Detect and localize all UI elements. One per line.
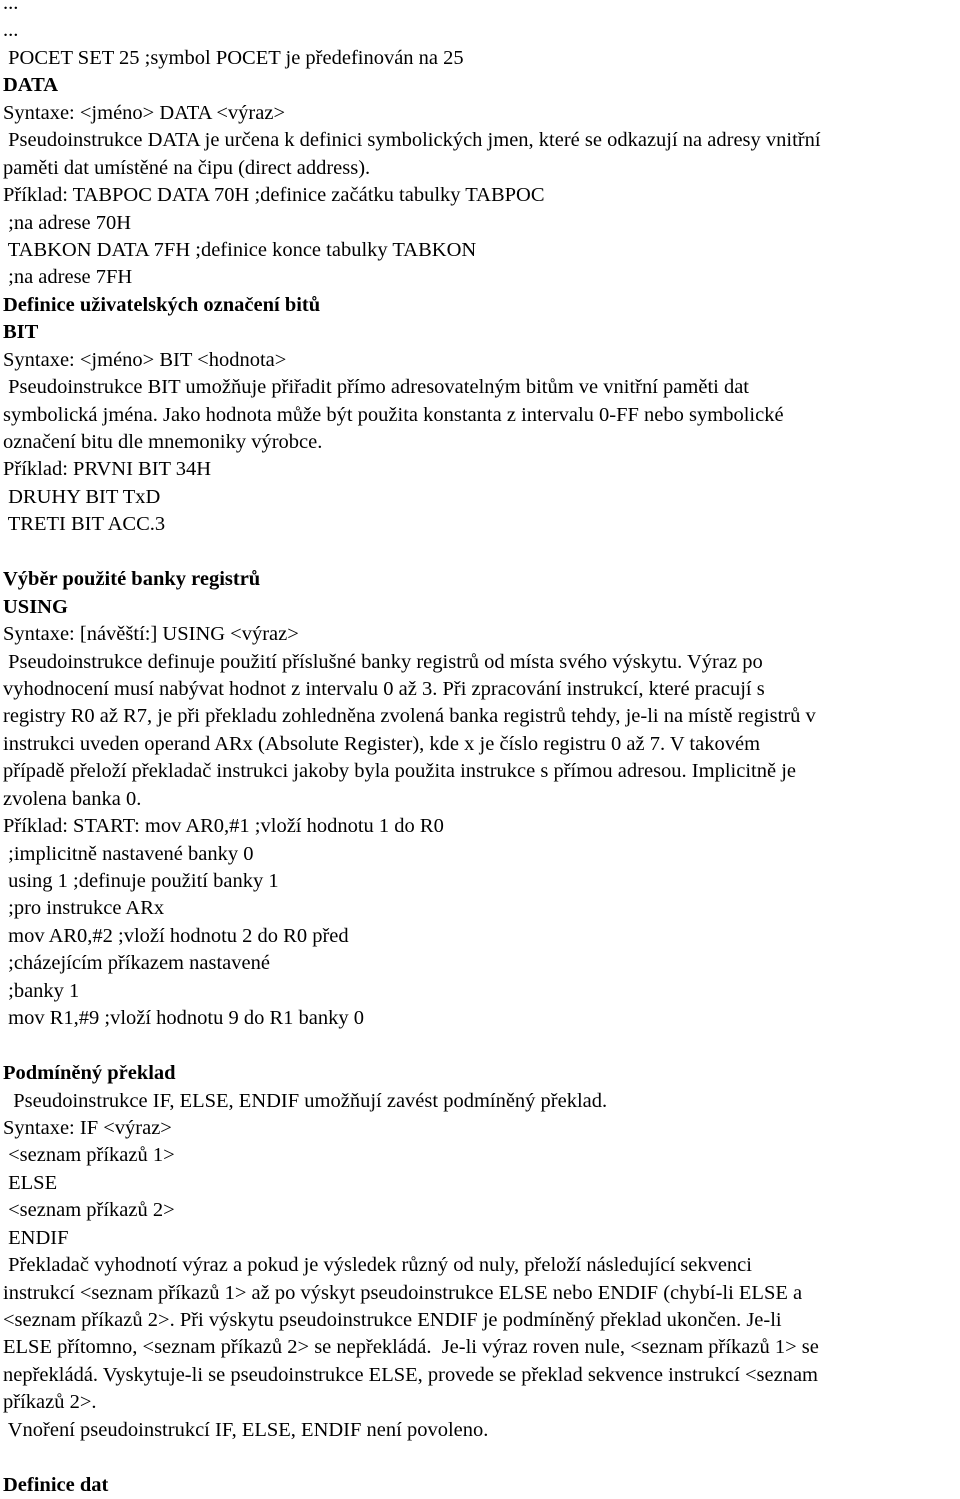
text-line: ... (3, 19, 19, 42)
text-line: Vnoření pseudoinstrukcí IF, ELSE, ENDIF není povoleno. (3, 1418, 489, 1441)
text-line: ;pro instrukce ARx (3, 897, 165, 920)
text-line: TABKON DATA 7FH ;definice konce tabulky TABKON (3, 238, 477, 261)
blank-line (3, 539, 958, 566)
text-line: mov AR0,#2 ;vloží hodnotu 2 do R0 před (3, 924, 349, 947)
text-line: <seznam příkazů 1> (3, 1144, 175, 1167)
section-heading: USING (3, 595, 68, 618)
text-line: ;implicitně nastavené banky 0 (3, 842, 254, 865)
text-line: TRETI BIT ACC.3 (3, 513, 166, 536)
section-heading: DATA (3, 74, 59, 97)
text-line: mov R1,#9 ;vloží hodnotu 9 do R1 banky 0 (3, 1007, 365, 1030)
text-line: Pseudoinstrukce DATA je určena k definici symbolických jmen, které se odkazují na adresy vnitřní (3, 129, 821, 152)
section-heading: BIT (3, 321, 39, 344)
text-line: ;na adrese 70H (3, 211, 132, 234)
text-line: Syntaxe: <jméno> DATA <výraz> (3, 101, 286, 124)
section-heading: Výběr použité banky registrů (3, 568, 261, 591)
text-line: using 1 ;definuje použití banky 1 (3, 870, 279, 892)
text-line: registry R0 až R7, je při překladu zohledněna zvolená banka registrů tehdy, je-li na místě registrů v (3, 705, 816, 728)
text-line: ... (3, 0, 19, 14)
text-line: <seznam příkazů 2> (3, 1199, 175, 1222)
text-line: Příklad: START: mov AR0,#1 ;vloží hodnotu 1 do R0 (3, 815, 444, 838)
text-line: vyhodnocení musí nabývat hodnot z intervalu 0 až 3. Při zpracování instrukcí, které pracují s (3, 677, 765, 700)
text-line: ;cházejícím příkazem nastavené (3, 952, 270, 975)
text-line: nepřekládá. Vyskytuje-li se pseudoinstrukce ELSE, provede se překlad sekvence instrukcí <seznam (3, 1363, 818, 1386)
text-line: Syntaxe: <jméno> BIT <hodnota> (3, 348, 287, 371)
text-line: označení bitu dle mnemoniky výrobce. (3, 431, 323, 453)
text-line: ;na adrese 7FH (3, 266, 133, 289)
text-line: instrukci uveden operand ARx (Absolute Register), kde x je číslo registru 0 až 7. V takovém (3, 732, 761, 755)
section-heading: Definice uživatelských označení bitů (3, 293, 321, 316)
text-line: Příklad: TABPOC DATA 70H ;definice začátku tabulky TABPOC (3, 184, 545, 207)
text-line: Pseudoinstrukce IF, ELSE, ENDIF umožňují zavést podmíněný překlad. (3, 1089, 608, 1112)
text-line: ELSE přítomno, <seznam příkazů 2> se nepřekládá. Je-li výraz roven nule, <seznam příkazů 1> se (3, 1336, 819, 1359)
blank-line (3, 1444, 958, 1471)
text-line: Pseudoinstrukce BIT umožňuje přiřadit přímo adresovatelným bitům ve vnitřní paměti dat (3, 376, 750, 399)
text-line: Syntaxe: IF <výraz> (3, 1116, 172, 1139)
text-line: Syntaxe: [návěští:] USING <výraz> (3, 623, 299, 646)
text-line: <seznam příkazů 2>. Při výskytu pseudoinstrukce ENDIF je podmíněný překlad ukončen. Je-li (3, 1309, 782, 1331)
blank-line (3, 1033, 958, 1060)
text-line: ELSE (3, 1171, 58, 1194)
text-line: DRUHY BIT TxD (3, 485, 161, 508)
section-heading: Definice dat (3, 1473, 109, 1496)
text-line: zvolena banka 0. (3, 787, 142, 810)
text-line: Překladač vyhodnotí výraz a pokud je výsledek různý od nuly, přeloží následující sekvenci (3, 1254, 752, 1277)
section-heading: Podmíněný překlad (3, 1062, 176, 1085)
text-line: Pseudoinstrukce definuje použití příslušné banky registrů od místa svého výskytu. Výraz po (3, 650, 763, 673)
text-line: POCET SET 25 ;symbol POCET je předefinován na 25 (3, 46, 464, 69)
text-line: paměti dat umístěné na čipu (direct address). (3, 156, 371, 179)
document-body (3, 0, 958, 1499)
text-line: ENDIF (3, 1226, 69, 1249)
text-line: Příklad: PRVNI BIT 34H (3, 458, 212, 481)
text-line: instrukcí <seznam příkazů 1> až po výskyt pseudoinstrukce ELSE nebo ENDIF (chybí-li ELSE a (3, 1281, 803, 1304)
text-line: případě přeloží překladač instrukci jakoby byla použita instrukce s přímou adresou. Implicitně je (3, 760, 796, 783)
text-line: příkazů 2>. (3, 1391, 97, 1414)
text-line: symbolická jména. Jako hodnota může být použita konstanta z intervalu 0-FF nebo symbolické (3, 403, 784, 426)
text-line: ;banky 1 (3, 979, 80, 1002)
